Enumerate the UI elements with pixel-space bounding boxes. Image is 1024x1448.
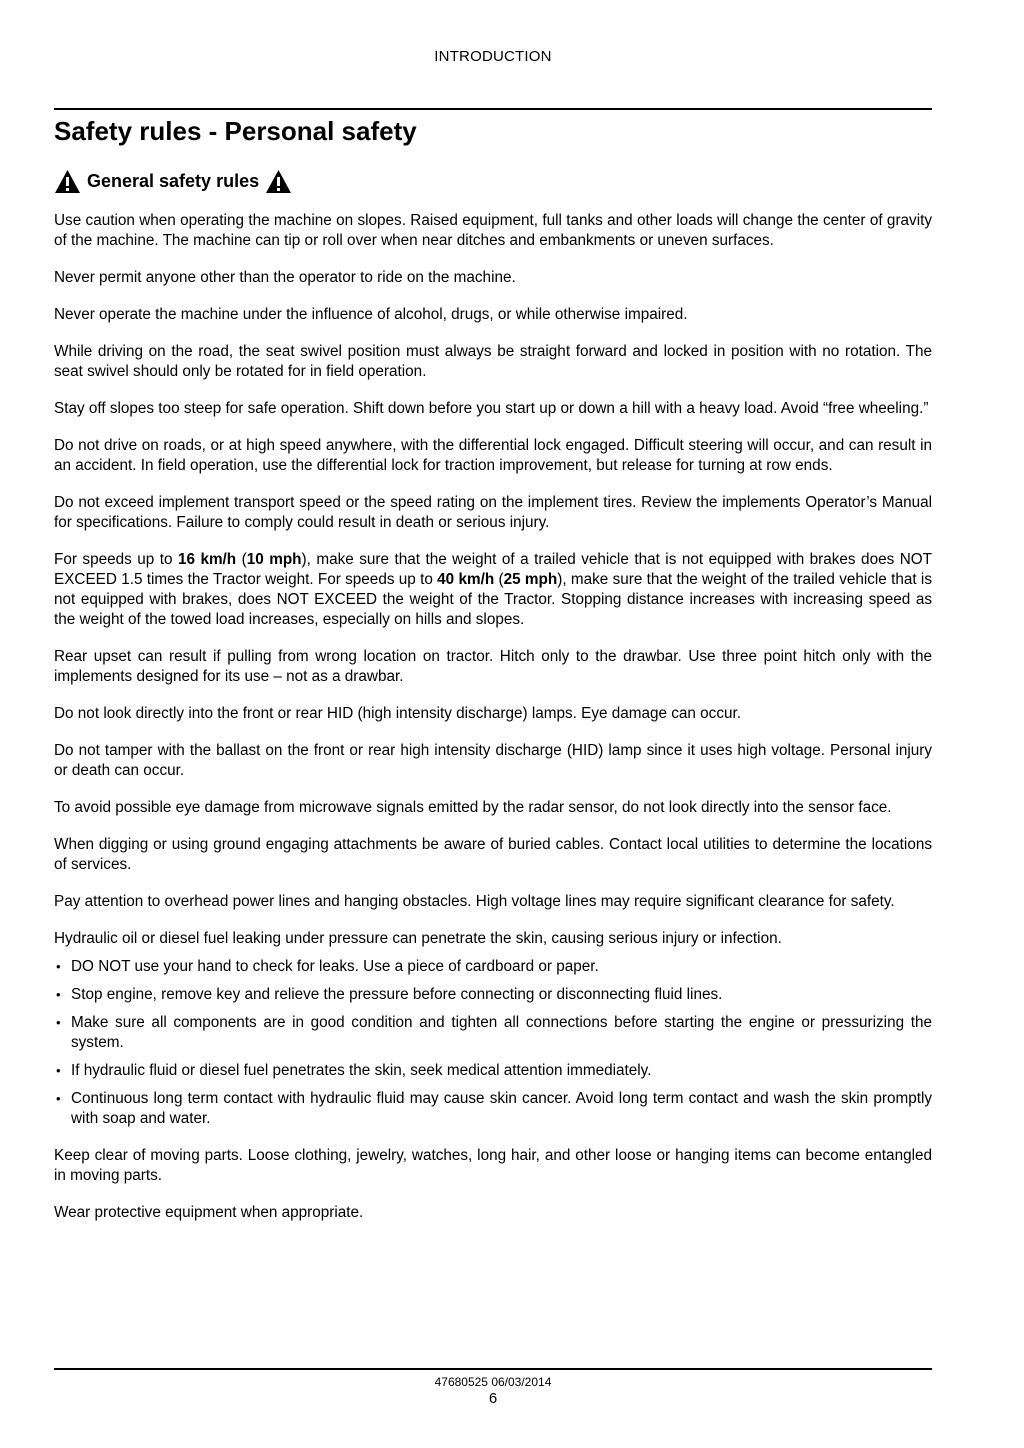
paragraph-ballast: Do not tamper with the ballast on the front or rear high intensity discharge (HID) lamp since it uses high voltage. Personal injury or death can occur. <box>54 742 932 779</box>
paragraph-power-lines: Pay attention to overhead power lines and hanging obstacles. High voltage lines may require significant clearance for safety. <box>54 893 895 910</box>
warning-triangle-icon <box>265 169 292 194</box>
warning-triangle-icon <box>54 169 81 194</box>
paragraph-differential-lock: Do not drive on roads, or at high speed anywhere, with the differential lock engaged. Difficult steering will occur, and can result in an accident. In field operation, use the differential lock for traction improvement, but release for turning at row ends. <box>54 437 932 474</box>
paragraph-hid-lamps: Do not look directly into the front or rear HID (high intensity discharge) lamps. Eye damage can occur. <box>54 705 741 722</box>
text-run: ( <box>236 551 247 568</box>
speed-value: 25 mph <box>503 571 558 588</box>
hydraulic-bullet-list <box>54 957 932 1129</box>
paragraph-transport-speed: Do not exceed implement transport speed or the speed rating on the implement tires. Review the implements Operator’s Manual for specifications. Failure to comply could result in death or serious injury. <box>54 494 932 531</box>
paragraph-impairment: Never operate the machine under the influence of alcohol, drugs, or while otherwise impaired. <box>54 306 688 323</box>
page-number: 6 <box>488 1390 498 1407</box>
section-heading-label: General safety rules <box>87 170 260 191</box>
paragraph-rear-upset: Rear upset can result if pulling from wrong location on tractor. Hitch only to the drawbar. Use three point hitch only with the implements designed for its use – not as a drawbar. <box>54 648 932 685</box>
list-item: • DO NOT use your hand to check for leaks. Use a piece of cardboard or paper. <box>54 957 932 977</box>
paragraph-hydraulic: Hydraulic oil or diesel fuel leaking under pressure can penetrate the skin, causing serious injury or infection. <box>54 930 782 947</box>
body-text <box>54 211 932 1240</box>
list-item: • If hydraulic fluid or diesel fuel penetrates the skin, seek medical attention immediately. <box>54 1061 932 1081</box>
running-header: INTRODUCTION <box>434 48 552 65</box>
text-run: For speeds up to <box>54 551 178 568</box>
text-run: ( <box>494 571 504 588</box>
speed-value: 10 mph <box>246 551 302 568</box>
paragraph-slopes: Use caution when operating the machine on slopes. Raised equipment, full tanks and other loads will change the center of gravity of the machine. The machine can tip or roll over when near ditches and embankments or uneven surfaces. <box>54 212 932 249</box>
paragraph-steep-slopes: Stay off slopes too steep for safe operation. Shift down before you start up or down a hill with a heavy load. Avoid “free wheeling.” <box>54 400 929 417</box>
paragraph-riders: Never permit anyone other than the operator to ride on the machine. <box>54 269 516 286</box>
bottom-rule <box>54 1368 932 1370</box>
page-title: Safety rules - Personal safety <box>54 116 417 146</box>
list-item: • Continuous long term contact with hydraulic fluid may cause skin cancer. Avoid long term contact and wash the skin promptly with soap and water. <box>54 1089 932 1129</box>
speed-value: 40 km/h <box>437 571 495 588</box>
list-item: • Stop engine, remove key and relieve the pressure before connecting or disconnecting fluid lines. <box>54 985 932 1005</box>
paragraph-moving-parts: Keep clear of moving parts. Loose clothing, jewelry, watches, long hair, and other loose or hanging items can become entangled in moving parts. <box>54 1147 932 1184</box>
paragraph-protective-equipment: Wear protective equipment when appropriate. <box>54 1204 364 1221</box>
paragraph-trailed-weight <box>54 550 932 630</box>
paragraph-radar: To avoid possible eye damage from microwave signals emitted by the radar sensor, do not look directly into the sensor face. <box>54 799 892 816</box>
speed-value: 16 km/h <box>177 551 237 568</box>
section-heading <box>54 166 292 196</box>
paragraph-buried-cables: When digging or using ground engaging attachments be aware of buried cables. Contact local utilities to determine the locations of services. <box>54 836 932 873</box>
text-run: ), make sure that the weight of a trailed vehicle that is not equipped with brakes does NOT EXCEED 1.5 times the Tractor weight. For speeds up to <box>54 551 932 588</box>
list-item: • Make sure all components are in good condition and tighten all connections before starting the engine or pressurizing the system. <box>54 1013 932 1053</box>
top-rule <box>54 108 932 110</box>
document-code: 47680525 06/03/2014 <box>434 1375 552 1389</box>
paragraph-seat-swivel: While driving on the road, the seat swivel position must always be straight forward and locked in position with no rotation. The seat swivel should only be rotated for in field operation. <box>54 343 932 380</box>
text-run: ), make sure that the weight of the trailed vehicle that is not equipped with brakes, does NOT EXCEED the weight of the Tractor. Stopping distance increases with increasing speed as the weight of the towed load increases, especially on hills and slopes. <box>54 571 932 628</box>
